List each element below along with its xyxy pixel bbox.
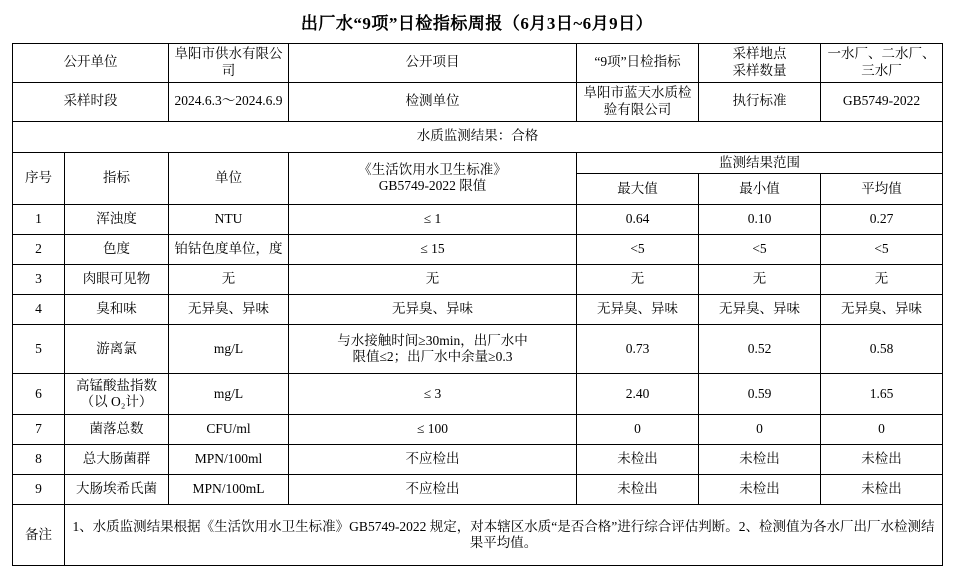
note-text: 1、水质监测结果根据《生活饮用水卫生标准》GB5749-2022 规定，对本辖区水质“是否合格”进行综合评估判断。2、检测值为各水厂出厂水检测结果平均值。 bbox=[65, 505, 943, 566]
cell-min: 0.10 bbox=[699, 205, 821, 235]
header-limit-line1: 《生活饮用水卫生标准》 bbox=[358, 161, 507, 177]
cell-unit: MPN/100ml bbox=[169, 445, 289, 475]
cell-indicator bbox=[65, 374, 169, 415]
cell-limit: 无 bbox=[289, 265, 577, 295]
label-testing-org: 检测单位 bbox=[289, 82, 577, 121]
header-max: 最大值 bbox=[577, 174, 699, 205]
info-row-period bbox=[13, 82, 943, 121]
cell-avg: 无 bbox=[821, 265, 943, 295]
header-unit: 单位 bbox=[169, 152, 289, 205]
cell-limit: ≤ 3 bbox=[289, 374, 577, 415]
cell-min: 无 bbox=[699, 265, 821, 295]
value-public-unit: 阜阳市供水有限公司 bbox=[169, 44, 289, 83]
cell-index: 3 bbox=[13, 265, 65, 295]
cell-limit: ≤ 100 bbox=[289, 415, 577, 445]
cell-indicator: 臭和味 bbox=[65, 295, 169, 325]
table-row bbox=[13, 205, 943, 235]
label-sampling-count-line2: 采样数量 bbox=[732, 62, 787, 78]
label-public-project: 公开项目 bbox=[289, 44, 577, 83]
cell-avg: 0 bbox=[821, 415, 943, 445]
cell-limit bbox=[289, 325, 577, 374]
label-sampling-site bbox=[699, 44, 821, 83]
header-range-group: 监测结果范围 bbox=[577, 152, 943, 174]
cell-unit: NTU bbox=[169, 205, 289, 235]
header-index: 序号 bbox=[13, 152, 65, 205]
cell-indicator-line1: 高锰酸盐指数 bbox=[76, 377, 157, 393]
table-row bbox=[13, 325, 943, 374]
value-testing-org: 阜阳市蓝天水质检验有限公司 bbox=[577, 82, 699, 121]
cell-indicator: 总大肠菌群 bbox=[65, 445, 169, 475]
table-row bbox=[13, 265, 943, 295]
cell-indicator: 大肠埃希氏菌 bbox=[65, 475, 169, 505]
cell-min: 未检出 bbox=[699, 445, 821, 475]
label-public-unit: 公开单位 bbox=[13, 44, 169, 83]
label-sampling-site-line1: 采样地点 bbox=[732, 46, 787, 61]
cell-limit: ≤ 15 bbox=[289, 235, 577, 265]
cell-index: 1 bbox=[13, 205, 65, 235]
cell-index: 8 bbox=[13, 445, 65, 475]
cell-unit: MPN/100mL bbox=[169, 475, 289, 505]
table-row bbox=[13, 415, 943, 445]
cell-max: 未检出 bbox=[577, 445, 699, 475]
value-public-project: “9项”日检指标 bbox=[577, 44, 699, 83]
cell-min: 0.52 bbox=[699, 325, 821, 374]
cell-max: 0.64 bbox=[577, 205, 699, 235]
header-row-1 bbox=[13, 152, 943, 174]
cell-index: 5 bbox=[13, 325, 65, 374]
result-banner: 水质监测结果：合格 bbox=[13, 121, 943, 152]
cell-min: 无异臭、异味 bbox=[699, 295, 821, 325]
cell-indicator: 菌落总数 bbox=[65, 415, 169, 445]
cell-max: 0.73 bbox=[577, 325, 699, 374]
note-label: 备注 bbox=[13, 505, 65, 566]
header-limit bbox=[289, 152, 577, 205]
cell-avg: 未检出 bbox=[821, 445, 943, 475]
cell-avg: 0.58 bbox=[821, 325, 943, 374]
cell-indicator: 肉眼可见物 bbox=[65, 265, 169, 295]
cell-avg: 未检出 bbox=[821, 475, 943, 505]
page-title: 出厂水“9项”日检指标周报（6月3日~6月9日） bbox=[300, 14, 654, 33]
cell-limit-line2: 限值≤2；出厂水中余量≥0.3 bbox=[352, 349, 513, 365]
report-table bbox=[12, 43, 943, 566]
value-sampling-period: 2024.6.3～2024.6.9 bbox=[169, 82, 289, 121]
table-row bbox=[13, 445, 943, 475]
cell-avg: 1.65 bbox=[821, 374, 943, 415]
cell-unit: 铂钴色度单位，度 bbox=[169, 235, 289, 265]
table-row bbox=[13, 235, 943, 265]
label-standard: 执行标准 bbox=[699, 82, 821, 121]
value-sampling-site: 一水厂、二水厂、三水厂 bbox=[821, 44, 943, 83]
cell-indicator: 游离氯 bbox=[65, 325, 169, 374]
table-row bbox=[13, 295, 943, 325]
cell-indicator: 色度 bbox=[65, 235, 169, 265]
note-row bbox=[13, 505, 943, 566]
cell-max: 无 bbox=[577, 265, 699, 295]
cell-max: <5 bbox=[577, 235, 699, 265]
cell-unit: 无 bbox=[169, 265, 289, 295]
cell-index: 6 bbox=[13, 374, 65, 415]
cell-limit: 不应检出 bbox=[289, 475, 577, 505]
cell-limit: 不应检出 bbox=[289, 445, 577, 475]
cell-avg: 0.27 bbox=[821, 205, 943, 235]
cell-index: 7 bbox=[13, 415, 65, 445]
cell-limit-line1: 与水接触时间≥30min，出厂水中 bbox=[337, 332, 528, 348]
label-sampling-period: 采样时段 bbox=[13, 82, 169, 121]
cell-unit: mg/L bbox=[169, 325, 289, 374]
result-banner-row bbox=[13, 121, 943, 152]
cell-avg: 无异臭、异味 bbox=[821, 295, 943, 325]
cell-indicator-line2: （以 O₂计） bbox=[80, 394, 153, 410]
header-min: 最小值 bbox=[699, 174, 821, 205]
cell-min: 0 bbox=[699, 415, 821, 445]
cell-avg: <5 bbox=[821, 235, 943, 265]
cell-unit: 无异臭、异味 bbox=[169, 295, 289, 325]
cell-max: 无异臭、异味 bbox=[577, 295, 699, 325]
cell-max: 2.40 bbox=[577, 374, 699, 415]
info-row-unit bbox=[13, 44, 943, 83]
cell-unit: CFU/ml bbox=[169, 415, 289, 445]
value-standard: GB5749-2022 bbox=[821, 82, 943, 121]
cell-unit: mg/L bbox=[169, 374, 289, 415]
cell-index: 9 bbox=[13, 475, 65, 505]
cell-min: <5 bbox=[699, 235, 821, 265]
table-row bbox=[13, 475, 943, 505]
header-indicator: 指标 bbox=[65, 152, 169, 205]
cell-index: 2 bbox=[13, 235, 65, 265]
header-limit-line2: GB5749-2022 限值 bbox=[378, 178, 487, 194]
header-avg: 平均值 bbox=[821, 174, 943, 205]
cell-limit: ≤ 1 bbox=[289, 205, 577, 235]
cell-indicator: 浑浊度 bbox=[65, 205, 169, 235]
cell-index: 4 bbox=[13, 295, 65, 325]
cell-max: 0 bbox=[577, 415, 699, 445]
cell-limit: 无异臭、异味 bbox=[289, 295, 577, 325]
cell-max: 未检出 bbox=[577, 475, 699, 505]
cell-min: 0.59 bbox=[699, 374, 821, 415]
cell-min: 未检出 bbox=[699, 475, 821, 505]
table-row bbox=[13, 374, 943, 415]
